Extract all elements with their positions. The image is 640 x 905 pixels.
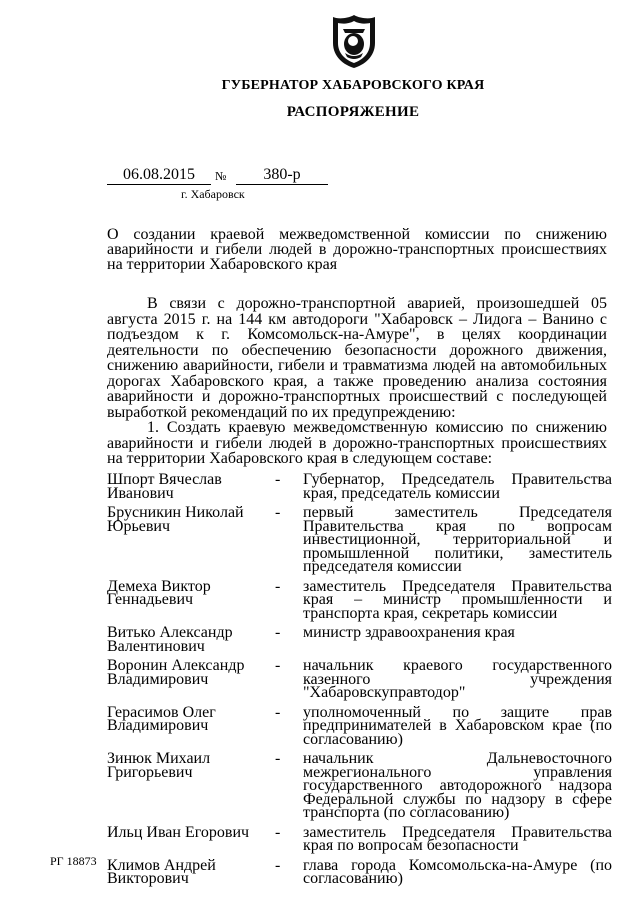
- member-dash: -: [275, 577, 281, 595]
- member-row: [107, 856, 612, 887]
- member-name: Герасимов Олег Владимирович: [107, 703, 216, 734]
- member-name: Воронин Александр Владимирович: [107, 657, 245, 688]
- member-dash: -: [275, 657, 281, 674]
- member-role: министр здравоохранения края: [303, 624, 515, 641]
- member-row: [107, 577, 612, 622]
- member-role: заместитель Председателя Правительства края по вопросам безопасности: [303, 823, 612, 854]
- member-role: первый заместитель Председателя Правительства края по вопросам инвестиционной, территориальной и промышленной политики, заместитель председателя комиссии: [303, 504, 612, 575]
- member-row: [107, 752, 612, 820]
- member-dash: -: [275, 471, 281, 488]
- authority-title: ГУБЕРНАТОР ХАБАРОВСКОГО КРАЯ: [221, 78, 485, 93]
- member-row: [107, 506, 612, 574]
- member-role: Губернатор, Председатель Правительства края, председатель комиссии: [303, 471, 612, 502]
- member-name: Ильц Иван Егорович: [107, 823, 250, 841]
- member-dash: -: [275, 703, 281, 721]
- member-name: Брусникин Николай Юрьевич: [107, 504, 244, 535]
- member-name: Климов Андрей Викторович: [107, 856, 216, 887]
- member-name: Витько Александр Валентинович: [107, 624, 233, 655]
- clause-1-paragraph: 1. Создать краевую межведомственную комиссию по снижению аварийности и гибели людей в дорожно-транспортных происшествиях на территории Хабаровского края в следующем составе:: [107, 419, 607, 467]
- document-subject: О создании краевой межведомственной комиссии по снижению аварийности и гибели людей в дорожно-транспортных происшествиях на территории Хабаровского края: [107, 226, 607, 273]
- commission-members-list: [107, 473, 612, 892]
- member-role: начальник Дальневосточного межрегионального управления государственного автодорожного надзора Федеральной службы по надзору в сфере транспорта (по согласованию): [303, 750, 612, 821]
- member-role: заместитель Председателя Правительства края – министр промышленности и транспорта края, секретарь комиссии: [303, 577, 612, 622]
- member-dash: -: [275, 504, 281, 521]
- member-dash: -: [275, 823, 281, 841]
- document-city: г. Хабаровск: [181, 187, 245, 201]
- member-name: Зинюк Михаил Григорьевич: [107, 750, 211, 781]
- document-date: 06.08.2015: [107, 166, 211, 185]
- document-number: 380-р: [236, 166, 328, 185]
- member-row: [107, 703, 612, 748]
- member-row: [107, 473, 612, 500]
- member-dash: -: [275, 856, 281, 874]
- preamble-paragraph: В связи с дорожно-транспортной аварией, произошедшей 05 августа 2015 г. на 144 км автодороги "Хабаровск – Лидога – Ванино с подъездом к г. Комсомольск-на-Амуре", в целях координации деятельности по обеспечению безопасности дорожного движения, снижению аварийности, гибели и травматизма людей на автомобильных дорогах Хабаровского края, а также проведению анализа состояния аварийности и дорожно-транспортных происшествий с последующей выработкой рекомендаций по их предупреждению:: [107, 295, 607, 421]
- member-role: начальник краевого государственного казенного учреждения "Хабаровскуправтодор": [303, 657, 612, 701]
- member-role: уполномоченный по защите прав предпринимателей в Хабаровском крае (по согласованию): [303, 703, 612, 748]
- member-name: Демеха Виктор Геннадьевич: [107, 577, 211, 608]
- member-row: [107, 626, 612, 653]
- member-role: глава города Комсомольска-на-Амуре (по согласованию): [303, 856, 612, 887]
- member-name: Шпорт Вячеслав Иванович: [107, 471, 222, 502]
- document-type: РАСПОРЯЖЕНИЕ: [286, 104, 420, 120]
- coat-of-arms-icon: [331, 13, 377, 69]
- member-row: [107, 823, 612, 854]
- registration-code: РГ 18873: [50, 854, 97, 868]
- number-sign: №: [215, 169, 227, 183]
- member-row: [107, 659, 612, 700]
- member-dash: -: [275, 624, 281, 641]
- member-dash: -: [275, 750, 281, 767]
